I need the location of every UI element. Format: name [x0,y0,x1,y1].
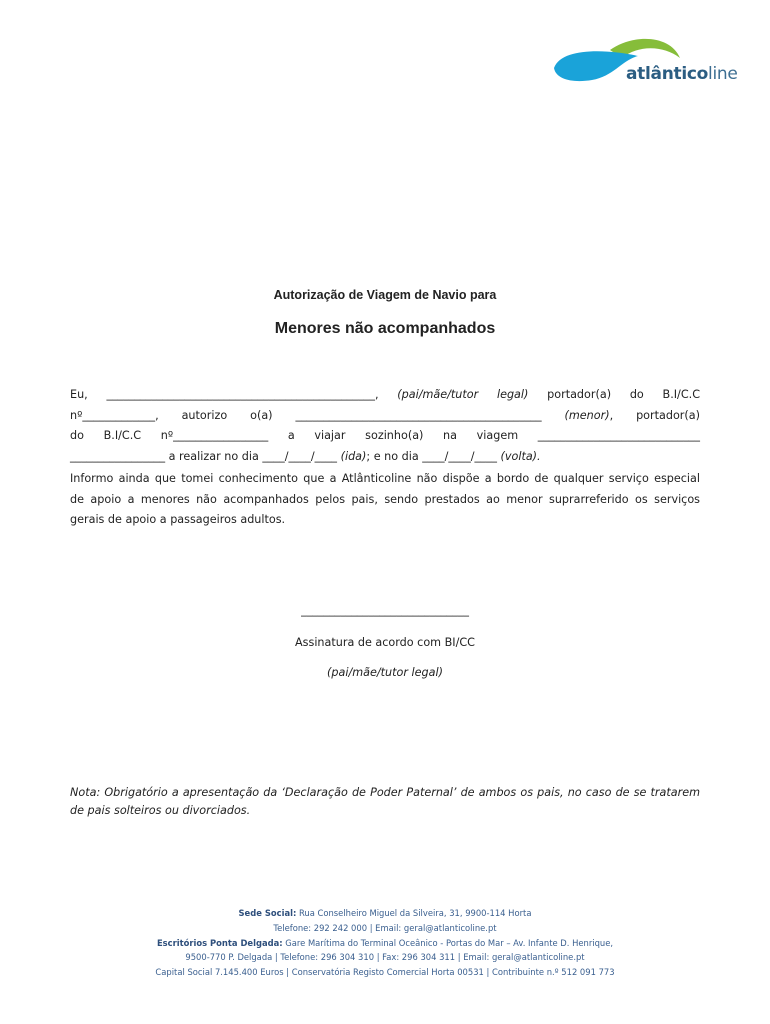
signature-label: Assinatura de acordo com BI/CC [295,636,475,649]
footer-text: Gare Marítima do Terminal Oceânico - Portas do Mar – Av. Infante D. Henrique, [282,937,614,948]
authorization-paragraph [70,385,700,467]
paragraph-line [70,447,700,468]
document-title: Menores não acompanhados [274,320,496,337]
footer-label: Escritórios Ponta Delgada: [156,937,283,948]
logo-wordmark [626,64,738,84]
return-hint: (volta). [500,449,541,463]
logo-brand-light: line [708,64,738,84]
paragraph-line: Informo ainda que tomei conhecimento que a Atlânticoline não dispõe a bordo de qualquer serviço especial [70,472,700,485]
minor-hint: (menor) [564,408,610,422]
paragraph-line [70,406,700,427]
paragraph-line: gerais de apoio a passageiros adultos. [70,513,286,526]
document-subtitle: Autorização de Viagem de Navio para [273,288,497,302]
footer-row: Telefone: 292 242 000 | Email: geral@atlanticoline.pt [273,922,497,933]
signature-line: ______________________________ [301,604,469,617]
note-paragraph [70,784,700,820]
company-footer [0,906,770,980]
footer-text: Rua Conselheiro Miguel da Silveira, 31, 9900-114 Horta [296,908,532,918]
information-paragraph [70,469,700,531]
footer-row [0,906,770,921]
minor-id-and-trip-field: do B.I/C.C nº_________________ a viajar sozinho(a) na viagem _____________________________ [70,429,700,442]
paragraph-line [70,385,700,406]
logo-brand-bold: atlântico [626,64,709,84]
id-and-minor-field: nº_____________, autorizo o(a) ____________________________________________ [70,408,565,422]
note-line: de pais solteiros ou divorciados. [70,804,251,817]
footer-row: Capital Social 7.145.400 Euros | Conservatória Registo Comercial Horta 00531 | Contribuinte n.º 512 091 773 [155,967,615,978]
paragraph-line: de apoio a menores não acompanhados pelos pais, sendo prestados ao menor suprarreferido os serviços [70,492,700,506]
departure-hint: (ida) [340,449,367,463]
signature-role: (pai/mãe/tutor legal) [327,666,443,679]
paragraph-text: portador(a) do B.I/C.C [528,388,701,401]
footer-row: 9500-770 P. Delgada | Telefone: 296 304 310 | Fax: 296 304 311 | Email: geral@atlanticoline.pt [185,952,585,963]
paragraph-line [70,426,700,447]
footer-label: Sede Social: [238,908,297,918]
departure-date-field: _________________ a realizar no dia ____/____/____ [70,449,341,463]
guardian-name-field: Eu, ________________________________________________, [70,388,398,401]
paragraph-text: , portador(a) [609,408,700,422]
guardian-role-hint: (pai/mãe/tutor legal) [397,388,529,401]
company-logo [552,36,742,92]
return-date-field: ; e no dia ____/____/____ [366,449,501,463]
note-line: Nota: Obrigatório a apresentação da ‘Declaração de Poder Paternal’ de ambos os pais, no caso de se tratarem [70,786,700,799]
footer-row [0,936,770,951]
